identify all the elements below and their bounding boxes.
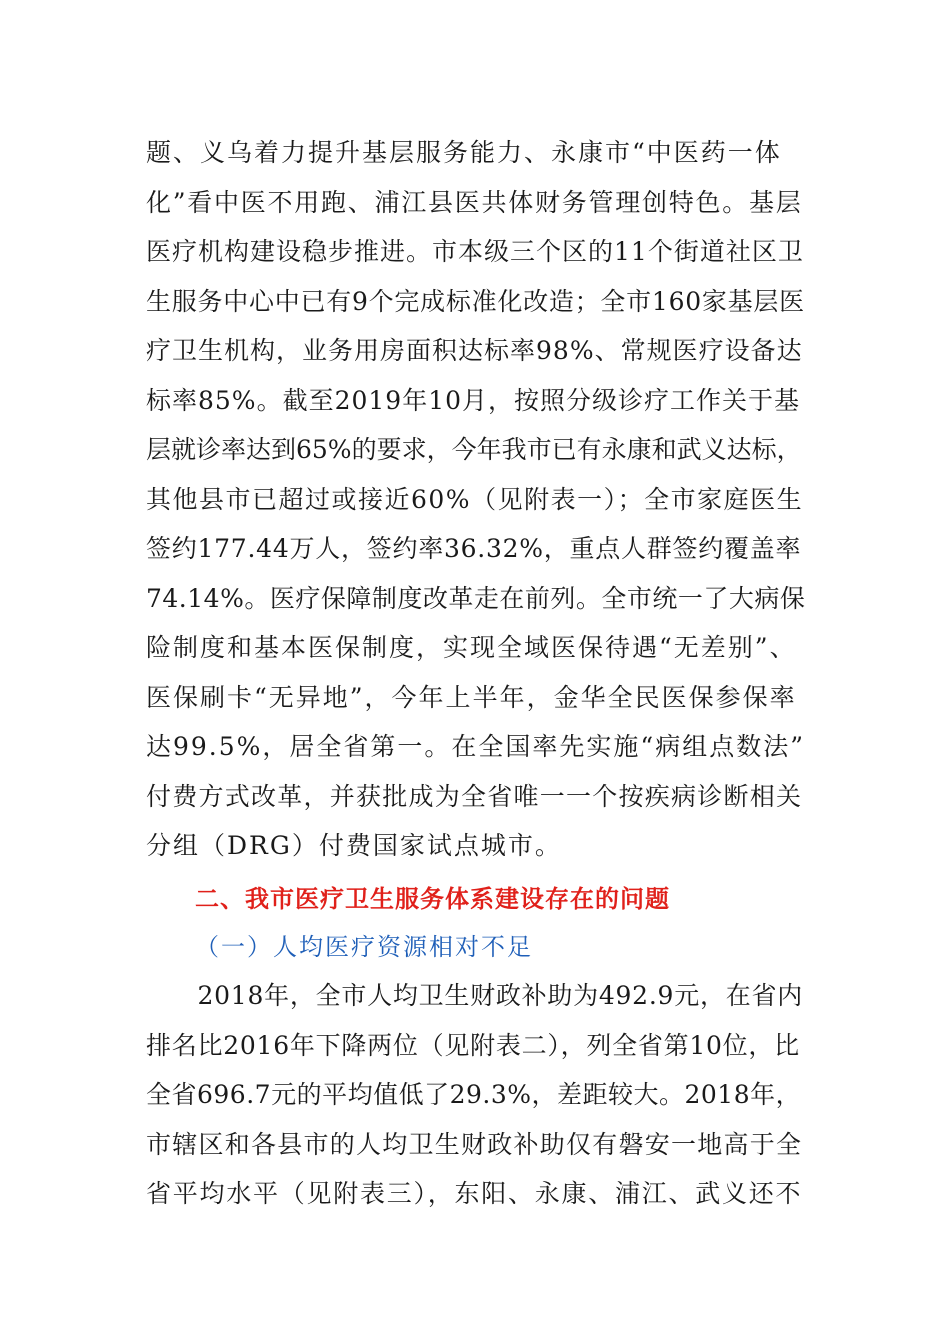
text-line: 74.14%。医疗保障制度改革走在前列。全市统一了大病保 bbox=[146, 583, 806, 613]
paragraph-body-2 bbox=[146, 971, 806, 1219]
text-line: 付费方式改革，并获批成为全省唯一一个按疾病诊断相关 bbox=[146, 781, 803, 811]
section-heading: 二、我市医疗卫生服务体系建设存在的问题 bbox=[195, 885, 670, 913]
text-line: 层就诊率达到65%的要求，今年我市已有永康和武义达标， bbox=[146, 435, 802, 464]
text-line: 险制度和基本医保制度，实现全域医保待遇“无差别”、 bbox=[146, 633, 797, 662]
text-line: 化”看中医不用跑、浦江县医共体财务管理创特色。基层 bbox=[146, 187, 803, 217]
text-line: 达99.5%，居全省第一。在全国率先实施“病组点数法” bbox=[146, 732, 805, 761]
text-line: 排名比2016年下降两位（见附表二），列全省第10位，比 bbox=[146, 1030, 800, 1060]
text-line: 医保刷卡“无异地”，今年上半年，金华全民医保参保率 bbox=[146, 682, 797, 712]
text-line: 其他县市已超过或接近60%（见附表一）；全市家庭医生 bbox=[146, 484, 804, 514]
text-line: 疗卫生机构，业务用房面积达标率98%、常规医疗设备达 bbox=[146, 336, 803, 365]
text-line: 签约177.44万人，签约率36.32%，重点人群签约覆盖率 bbox=[146, 534, 802, 563]
text-line: 省平均水平（见附表三），东阳、永康、浦江、武义还不 bbox=[146, 1179, 803, 1208]
text-line: 医疗机构建设稳步推进。市本级三个区的11个街道社区卫 bbox=[146, 237, 804, 266]
text-line: 生服务中心中已有9个完成标准化改造；全市160家基层医 bbox=[146, 286, 805, 316]
text-line: 分组（DRG）付费国家试点城市。 bbox=[146, 831, 562, 860]
paragraph-body-1 bbox=[146, 128, 806, 871]
text-line: 市辖区和各县市的人均卫生财政补助仅有磐安一地高于全 bbox=[146, 1129, 803, 1159]
text-line: 题、义乌着力提升基层服务能力、永康市“中医药一体 bbox=[146, 138, 782, 167]
text-line: 标率85%。截至2019年10月，按照分级诊疗工作关于基 bbox=[146, 385, 801, 415]
text-line: 全省696.7元的平均值低了29.3%，差距较大。2018年， bbox=[146, 1080, 802, 1109]
text-line: 2018年，全市人均卫生财政补助为492.9元，在省内 bbox=[146, 981, 803, 1010]
subsection-heading: （一）人均医疗资源相对不足 bbox=[195, 933, 533, 961]
